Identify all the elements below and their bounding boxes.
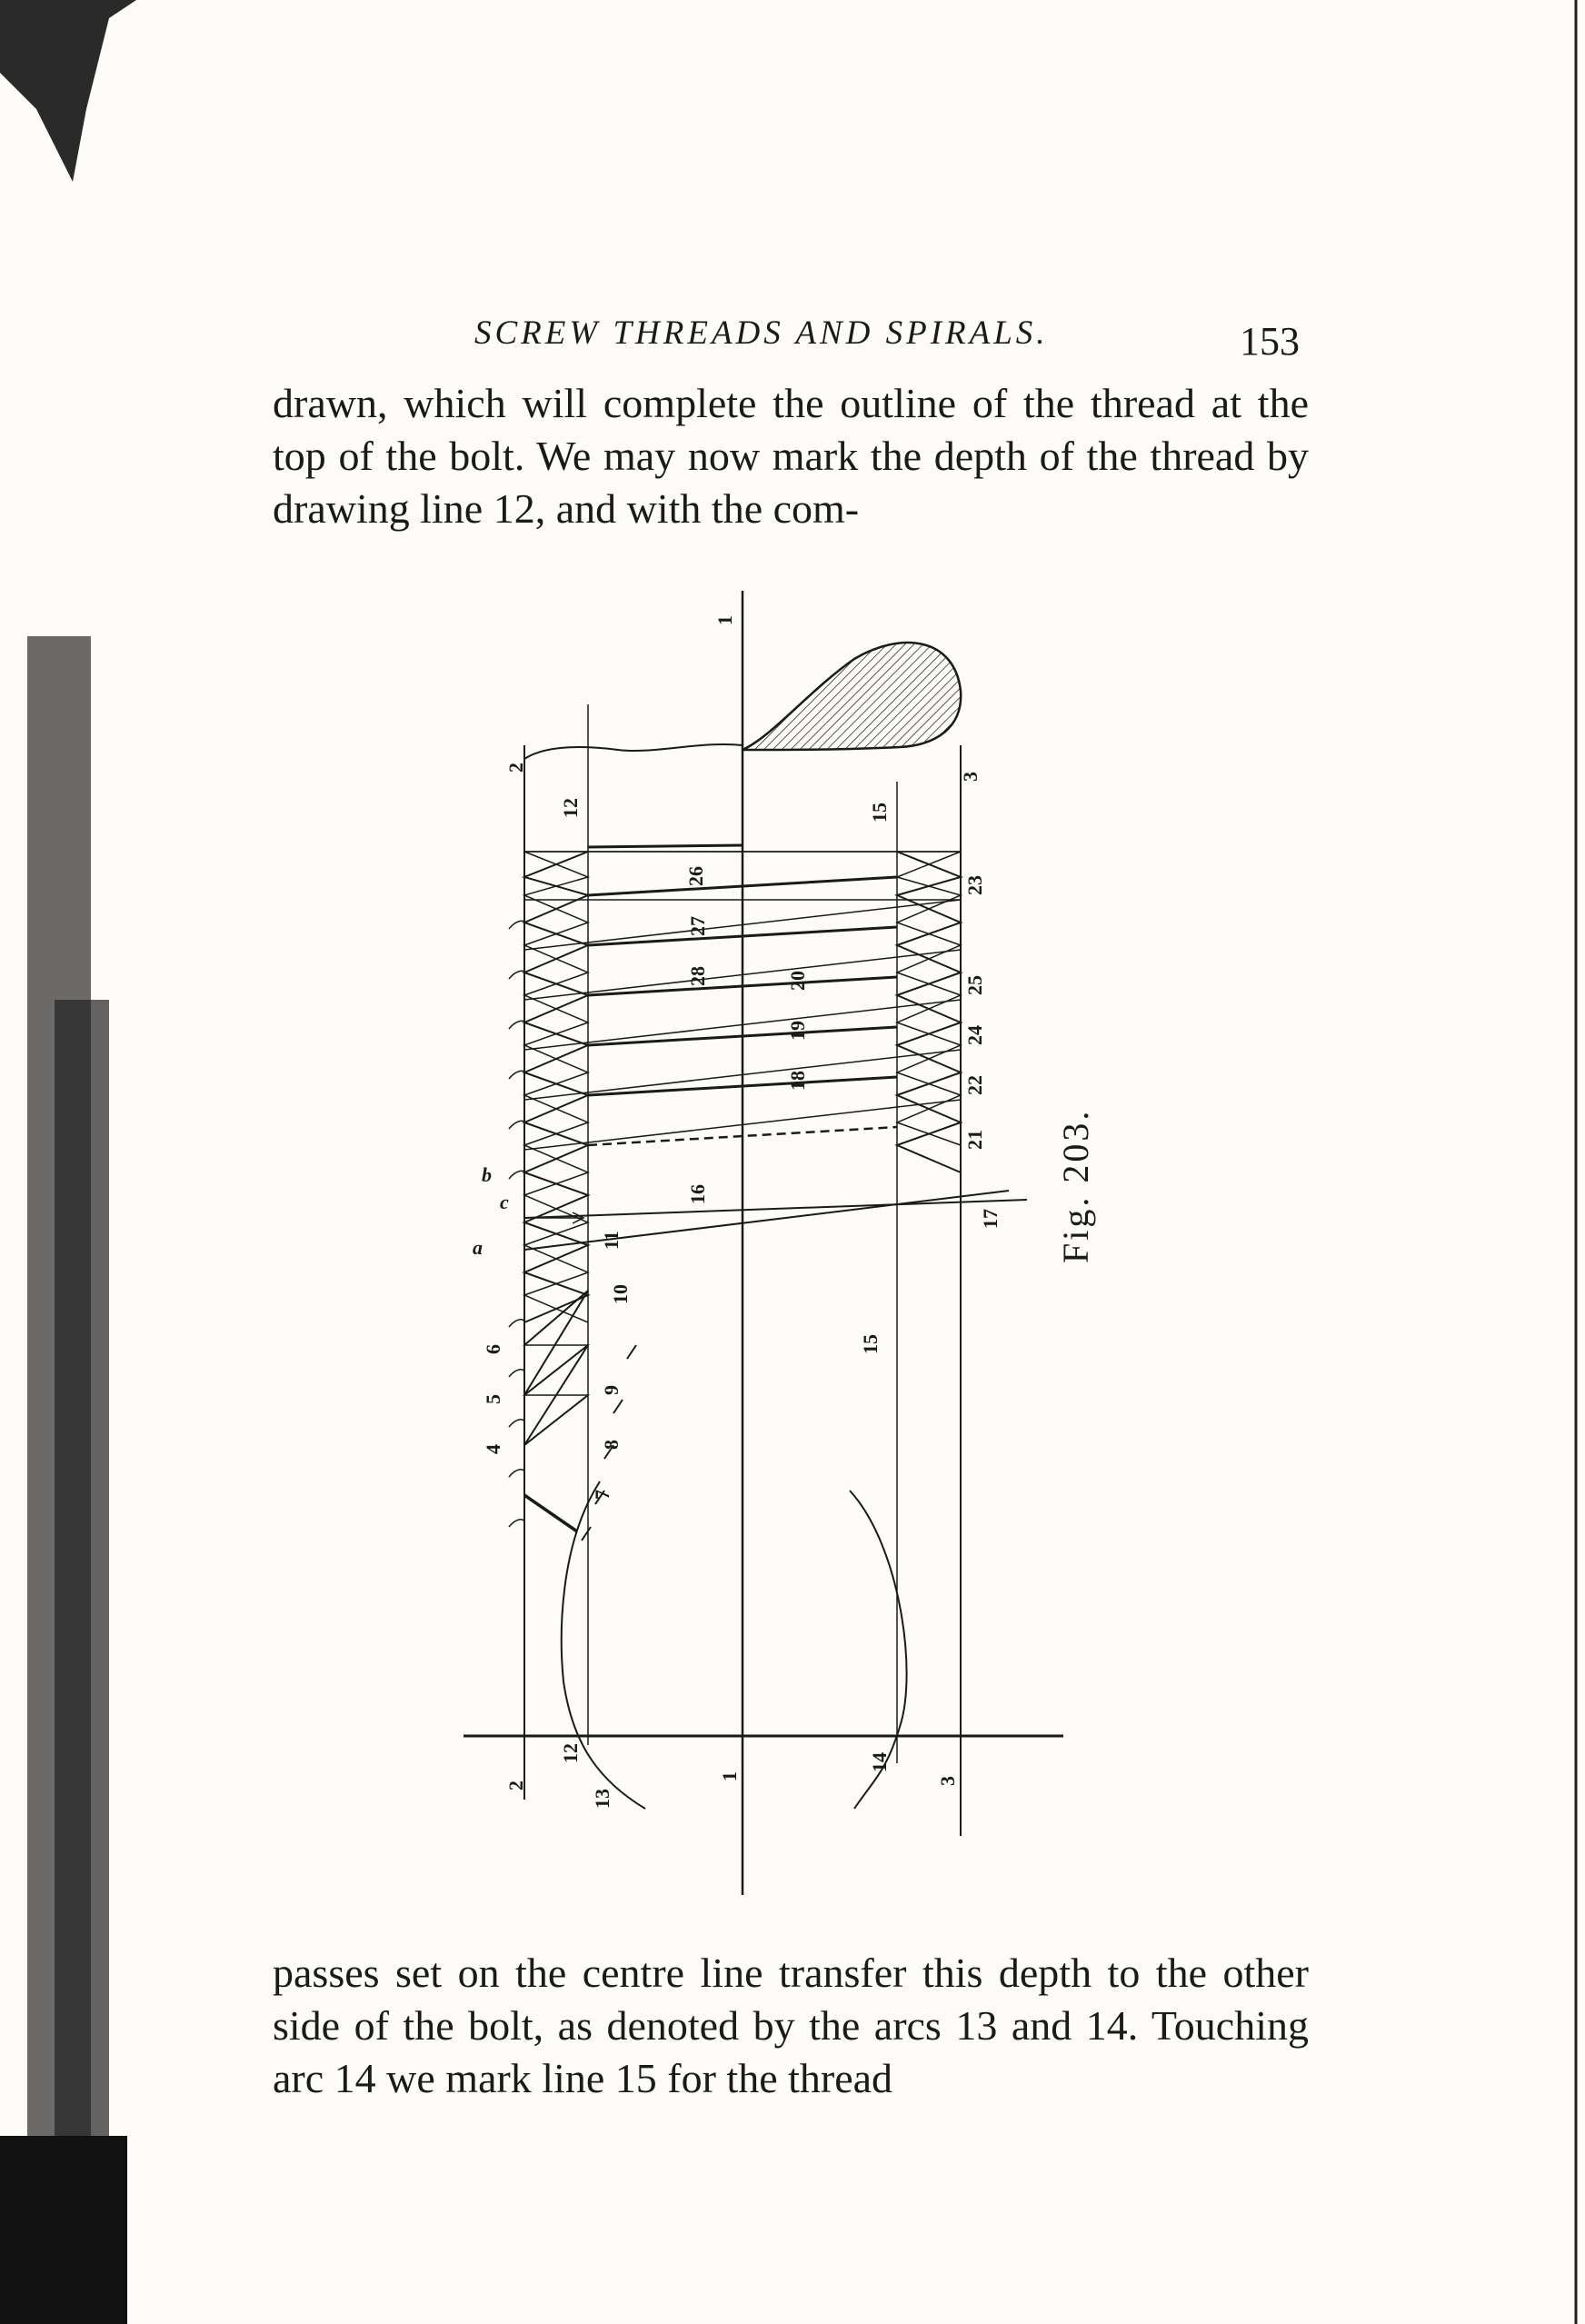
line-17 (524, 1191, 1009, 1250)
label-8: 8 (600, 1440, 623, 1450)
label-3-bot: 3 (936, 1776, 959, 1786)
label-11: 11 (600, 1231, 623, 1250)
label-2-top: 2 (504, 763, 527, 773)
label-13: 13 (591, 1789, 613, 1809)
scan-page-edge (1558, 0, 1585, 2324)
label-6: 6 (482, 1344, 504, 1354)
label-21: 21 (963, 1130, 986, 1150)
label-23: 23 (963, 875, 986, 895)
label-b: b (482, 1163, 492, 1186)
label-12-top: 12 (559, 798, 582, 818)
label-12-bot: 12 (559, 1743, 582, 1763)
figure-caption: Fig. 203. (1055, 1108, 1096, 1263)
label-1-top: 1 (713, 615, 736, 625)
label-1-bot: 1 (718, 1771, 741, 1781)
running-head: SCREW THREADS AND SPIRALS. (474, 314, 1049, 352)
label-a: a (473, 1236, 483, 1259)
label-14: 14 (868, 1752, 891, 1772)
label-10: 10 (609, 1284, 632, 1304)
line-16 (524, 1200, 1027, 1218)
label-19: 19 (786, 1021, 809, 1041)
body-text-top: drawn, which will complete the outline of the thread at the top of the bolt. We may now mark the depth of the thread by drawing line 12, and with the com- (273, 380, 1309, 532)
page-header (273, 304, 1309, 368)
label-26: 26 (684, 866, 707, 886)
label-2-bot: 2 (504, 1780, 527, 1790)
label-c: c (500, 1191, 509, 1213)
label-16: 16 (686, 1184, 709, 1204)
label-15-top: 15 (868, 803, 891, 823)
label-24: 24 (963, 1025, 986, 1045)
label-9: 9 (600, 1385, 623, 1395)
thread-diagram (445, 582, 1100, 1909)
page-number: 153 (1240, 319, 1300, 364)
label-7: 7 (591, 1490, 613, 1500)
label-18: 18 (786, 1071, 809, 1091)
label-25: 25 (963, 975, 986, 995)
body-text-bottom: passes set on the centre line transfer this depth to the other side of the bolt, as denoted by the arcs 13 and 14. Touching arc 14 we mark line 15 for the thread (273, 1950, 1309, 2101)
label-28: 28 (686, 966, 709, 986)
label-20: 20 (786, 971, 809, 991)
scan-binding-shadow (0, 0, 155, 2324)
label-17: 17 (979, 1209, 1002, 1229)
break-line (524, 744, 743, 759)
label-15-mid: 15 (859, 1334, 882, 1354)
label-22: 22 (963, 1075, 986, 1095)
label-4: 4 (482, 1444, 504, 1454)
label-27: 27 (686, 916, 709, 936)
hatched-section (743, 643, 961, 750)
label-5: 5 (482, 1394, 504, 1404)
label-3-top: 3 (959, 772, 982, 782)
